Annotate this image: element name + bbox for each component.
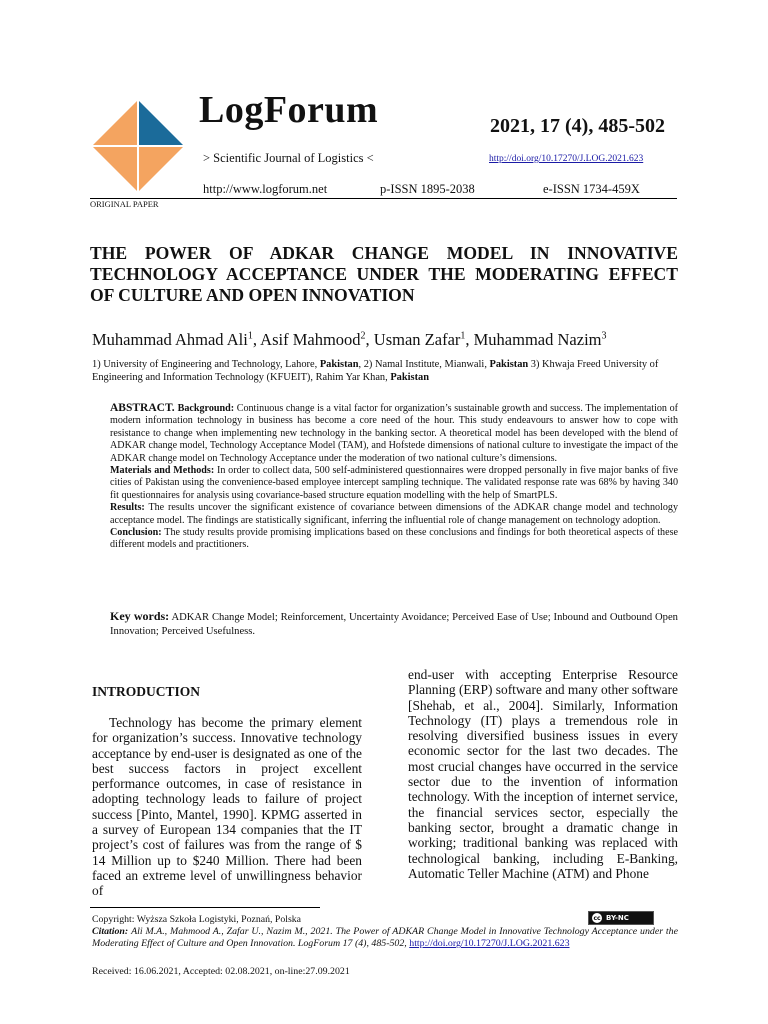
author-list: Muhammad Ahmad Ali$^1$, Asif Mahmood$^2$, Usman Zafar$^1$, Muhammad Nazim$^3$: [92, 330, 607, 349]
results-text: The results uncover the significant existence of covariance between dimensions of the ADKAR change model and technology acceptance model. The findings are statistically significant, inferring the influential role of change management on technology adoption.: [110, 502, 679, 526]
journal-name: LogForum: [199, 89, 379, 131]
background-label: Background:: [177, 403, 235, 414]
intro-paragraph: Technology has become the primary element for organization’s success. Innovative technology acceptance by end-user is designated as one of the best success factors in project excellent performance outcomes, in case of resistance in adopting technology leads to failure of project success [Pinto, Mantel, 1990]. KPMG asserted in a survey of European 134 companies that the IT project’s cost of failures was from the range of $ 14 Million up to $240 Million. There had been faced an extreme level of unwillingness behavior of: [92, 715, 362, 899]
author-name: Usman Zafar: [373, 330, 461, 349]
print-issn: p-ISSN 1895-2038: [380, 182, 475, 196]
journal-url: http://www.logforum.net: [203, 182, 328, 196]
volume-issue-pages: 2021, 17 (4), 485-502: [490, 115, 665, 137]
intro-paragraph-continued: end-user with accepting Enterprise Resource Planning (ERP) software and many other software [Shehab, et al., 2004]. Similarly, Information Technology (IT) plays a tremendous role in resolving diversified business issues in every economic sector for the last two decades. The most crucial changes have occurred in the service sector due to the invention of information technology. With the inception of internet service, the financial services sector, especially the banking sector, brought a dramatic change in working; traditional banking was replaced with technological banking, including E-Banking, Automatic Teller Machine (ATM) and Phone: [408, 667, 678, 881]
conclusion-text: The study results provide promising implications based on these conclusions and findings for both theoretical aspects of these different models and practitioners.: [110, 527, 678, 551]
received-dates: Received: 16.06.2021, Accepted: 02.08.2021, on-line:27.09.2021: [92, 966, 350, 977]
citation-label: Citation:: [92, 926, 129, 937]
citation-text: Ali M.A., Mahmood A., Zafar U., Nazim M., 2021. The Power of ADKAR Change Model in Innovative Technology Acceptance under the Moderating Effect of Culture and Open Innovation. LogForum 17 (4), 485-502,: [92, 926, 678, 950]
journal-subtitle: > Scientific Journal of Logistics <: [203, 151, 374, 165]
author-affiliation-mark: 2: [360, 330, 366, 342]
logo-top-blue-triangle: [138, 100, 184, 146]
logo-left-orange-triangle: [92, 100, 138, 146]
author-name: Asif Mahmood: [260, 330, 361, 349]
keywords-label: Key words:: [110, 609, 170, 623]
doi-link[interactable]: http://doi.org/10.17270/J.LOG.2021.623: [489, 154, 644, 164]
logo-bottom-right-orange-triangle: [138, 146, 184, 192]
body-column-right: [408, 667, 678, 881]
abstract: ABSTRACT. Background: Continuous change is a vital factor for organization’s sustainable growth and success. The implementation of modern information technology in business has become a core need of the hour. This study endeavours to answer how to cope with resistance to change when implementing new technology in the banking sector. A theoretical model has been developed with the blend of ADKAR change model, Technology Acceptance Model (TAM), and Hofstede dimensions of national culture to investigate the impact of the ADKAR change model on Technology Acceptance under the moderation of two national culture’s dimensions. Materials and Methods: In order to collect data, 500 self-administered questionnaires were dropped personally in five major banks of five cities of Pakistan using the convenience-based employee intercept sampling technique. The validated response rate was 68% by having 340 fit questionnaires for analysis using covariance-based structure equation modelling with the help of SmartPLS. Results: The results uncover the significant existence of covariance between dimensions of the ADKAR change model and technology acceptance model. The findings are statistically significant, inferring the influential role of change management on technology adoption. Conclusion: The study results provide promising implications based on these conclusions and findings for both theoretical aspects of these different models and practitioners.: [110, 402, 679, 551]
author-affiliation-mark: 1: [460, 330, 466, 342]
keywords-text: ADKAR Change Model; Reinforcement, Uncertainty Avoidance; Perceived Ease of Use; Inbound and Outbound Open Innovation; Perceived Usefulness.: [110, 612, 678, 637]
logforum-logo: [90, 98, 186, 194]
copyright-notice: Copyright: Wyższa Szkoła Logistyki, Poznań, Polska: [92, 914, 302, 925]
cc-license-badge[interactable]: [588, 911, 654, 925]
methods-text: In order to collect data, 500 self-administered questionnaires were dropped personally in five major banks of five cities of Pakistan using the convenience-based employee intercept sampling technique. The validated response rate was 68% by having 340 fit questionnaires for analysis using covariance-based structure equation modelling with the help of SmartPLS.: [110, 465, 678, 501]
methods-label: Materials and Methods:: [110, 465, 215, 477]
paper-type-label: ORIGINAL PAPER: [90, 199, 159, 209]
footer-divider: [90, 907, 320, 908]
background-text: Continuous change is a vital factor for organization’s sustainable growth and success. The implementation of modern information technology in business has become a core need of the hour. This study endeavours to answer how to cope with resistance to change when implementing new technology in the banking sector. A theoretical model has been developed with the blend of ADKAR change model, Technology Acceptance Model (TAM), and Hofstede dimensions of national culture to investigate the impact of the ADKAR change model on Technology Acceptance under the moderation of two national culture’s dimensions.: [110, 403, 679, 464]
conclusion-label: Conclusion:: [110, 527, 162, 539]
license-label: BY-NC: [606, 914, 629, 922]
author-affiliation-mark: 3: [601, 330, 607, 342]
body-column-left: [92, 715, 362, 899]
citation-doi-link[interactable]: http://doi.org/10.17270/J.LOG.2021.623: [409, 938, 570, 950]
abstract-heading: ABSTRACT: [110, 402, 172, 414]
header-divider: [90, 198, 677, 199]
paper-title: THE POWER OF ADKAR CHANGE MODEL IN INNOVATIVE TECHNOLOGY ACCEPTANCE UNDER THE MODERATING EFFECT OF CULTURE AND OPEN INNOVATION: [90, 243, 678, 305]
affiliations: 1) University of Engineering and Technology, Lahore, Pakistan, 2) Namal Institute, Mianwali, Pakistan 3) Khwaja Freed University of Engineering and Information Technology (KFUEIT), Rahim Yar Khan, Pakistan: [92, 359, 659, 383]
creative-commons-icon: cc: [593, 914, 601, 922]
logo-bottom-left-orange-triangle: [92, 146, 138, 192]
results-label: Results:: [110, 502, 145, 514]
keywords: [110, 610, 678, 638]
section-heading-introduction: INTRODUCTION: [92, 684, 201, 699]
author-affiliation-mark: 1: [247, 330, 253, 342]
electronic-issn: e-ISSN 1734-459X: [543, 182, 640, 196]
citation: [92, 926, 678, 951]
author-name: Muhammad Nazim: [473, 330, 602, 349]
author-name: Muhammad Ahmad Ali: [92, 330, 248, 349]
